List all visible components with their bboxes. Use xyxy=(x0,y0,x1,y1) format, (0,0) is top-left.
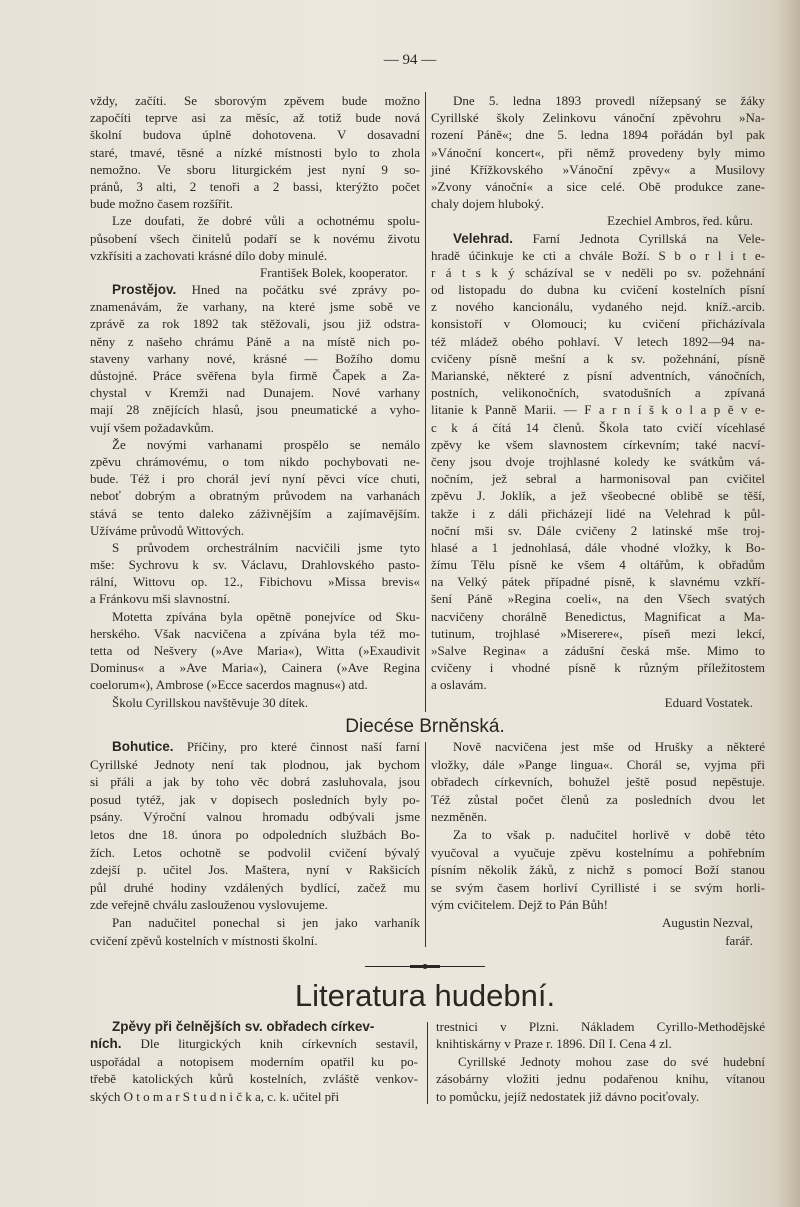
text-line: psány. Výroční valnou hromadu odbývali jsme xyxy=(90,809,420,825)
text-line: Nově nacvičena jest mše od Hrušky a některé xyxy=(453,739,765,754)
text-line: a Fránkovu mši slavnostní. xyxy=(90,591,231,607)
text-line: litanie k Panně Marii. — F a r n í š k o l a p ě v e- xyxy=(431,402,765,418)
run-in-heading: Velehrad. xyxy=(453,230,514,246)
text-line: hradě účinkuje ke cti a chvále Boží. S b o r l i t e- xyxy=(431,247,765,263)
column-brno-left xyxy=(90,738,420,949)
text-line: Též zůstal počet členů za posledních dvou let xyxy=(431,791,765,807)
text-line: Dominus« a »Ave Maria«), Cainera (»Ave Regina xyxy=(90,660,420,676)
text-line: Cyrillské školy Zelinkovu vánoční zpěvohru »Na- xyxy=(431,110,765,126)
text-line xyxy=(431,230,765,247)
text-line: zpěvu J. Joklík, a jež všeobecné oblibě se těší, xyxy=(431,488,765,504)
text-line: rální, Wittovu op. 12., Fibichovu »Missa brevis« xyxy=(90,574,420,590)
signature-line: František Bolek, kooperator. xyxy=(259,264,408,280)
signature-line: farář. xyxy=(725,932,753,948)
text-line: žímu Tělu písně ke všem 4 oltářům, k obřadům xyxy=(431,557,765,573)
text-line: Lze doufati, že dobré vůli a ochotnému spolu- xyxy=(112,213,420,229)
text-line: obřadech církevních, bohužel ještě posud nepěstuje. xyxy=(431,774,765,790)
signature-line: Ezechiel Ambros, řed. kůru. xyxy=(607,213,753,229)
text-line: jiné Křížkovského »Vánoční zpěvy« a Musilovy xyxy=(431,161,765,177)
text-line: Dne 5. ledna 1893 provedl nížepsaný se žáky xyxy=(453,93,765,108)
text-line: »Salve Regina« a zádušní česká mše. Mimo to xyxy=(431,643,765,658)
text-line: Pan nadučitel ponechal si jen jako varhaník xyxy=(112,914,420,930)
text-line: r á t s k ý scházíval se v neděli po sv. požehnání xyxy=(431,264,765,280)
text-line: chystal v Kremži nad Dunajem. Nové varhany xyxy=(90,385,420,401)
text-line: knihtiskárny v Praze r. 1896. Díl I. Cena 4 zl. xyxy=(436,1036,672,1052)
signature-line: Augustin Nezval, xyxy=(662,914,753,930)
text-line: zásobárny vložiti jednu podařenou knihu, vítanou xyxy=(436,1071,765,1087)
text-line: herského. Však nacvičena a zpívána byla též mo- xyxy=(90,625,420,641)
text-line: z nového kancionálu, vydaného nejd. kníž.-arcib. xyxy=(431,299,765,315)
text-line: rození Páně«; dne 5. ledna 1894 pořádán byl pak xyxy=(431,127,765,143)
text-line: započíti teprve asi za měsíc, až totiž bude nová xyxy=(90,110,420,126)
text-line: nacvičeny chorálně Benedictus, Magnificat a Ma- xyxy=(431,608,765,624)
text-line: c k á čítá 14 členů. Škola tato cvičí vícehlasé xyxy=(431,419,765,435)
text-line: noční mši sv. Dále cvičeny 2 latinské mše troj- xyxy=(431,522,765,538)
text-line: mše: Sychrovu k sv. Václavu, Drahlovského pasto- xyxy=(90,557,420,573)
text-line: tutinum, trojhlasé »Miserere«, píseň mezi lekcí, xyxy=(431,625,765,641)
text-line: Za to však p. nadučitel horlivě v době této xyxy=(453,826,765,842)
text-line: Že novými varhanami prospělo se nemálo xyxy=(112,436,420,452)
text-line xyxy=(90,1035,418,1052)
text-line: zpěvy ke všem slavnostem církevním; také nacví- xyxy=(431,436,765,452)
text-line: coelorum«), Ambrose (»Ecce sacerdos magnus«) atd. xyxy=(90,677,368,693)
text-line: bude. Též i pro chorál jeví nyní pěvci více chuti, xyxy=(90,471,420,487)
text-line: posud tytéž, jak v dopisech posledních byly po- xyxy=(90,791,420,807)
column-top-right xyxy=(431,92,765,711)
text-line: zde veřejně chválu zaslouženou vyslovujeme. xyxy=(90,897,328,913)
text-line: vují všem požadavkům. xyxy=(90,419,214,435)
text-line: trestnici v Plzni. Nákladem Cyrillo-Methodějské xyxy=(436,1019,765,1034)
text-line: letos dne 18. února po odpoledních službách Bo- xyxy=(90,826,420,842)
text-line: vým cvičitelem. Dejž to Pán Bůh! xyxy=(431,897,608,913)
text-line: zdejší p. učitel Jos. Maštera, nyní v Rakšicích xyxy=(90,862,420,878)
text-line: nočním, jež sebral a harmonisoval pan cvičitel xyxy=(431,471,765,487)
run-in-heading: Bohutice. xyxy=(112,739,174,754)
text-line: cvičeny písně mešní a k sv. požehnání, písně xyxy=(431,350,765,366)
ornament-divider xyxy=(365,964,485,969)
page-number: — 94 — xyxy=(383,52,437,68)
text-line: »Vánoční koncert«, při němž provedeny byly mimo xyxy=(431,144,765,160)
text-line: stává se tento daleko záživnějším a zajímavějším. xyxy=(90,505,420,521)
text-line: znamenávám, že varhany, na které jsme sobě ve xyxy=(90,299,420,315)
text-line: na Velký pátek případné písně, k slavnému vzkří- xyxy=(431,574,765,590)
text-line: žích. Letos ochotně se podvolil cvičení bývalý xyxy=(90,844,420,860)
text-line: vždy, začíti. Se sborovým zpěvem bude možno xyxy=(90,93,420,108)
column-literature-right xyxy=(436,1018,765,1105)
text-line: něny z našeho chrámu Páně a na místě nich po- xyxy=(90,333,420,349)
text-line: mají 28 znějících hlasů, jsou pneumatické a vyho- xyxy=(90,402,420,418)
column-literature-left xyxy=(90,1018,418,1105)
text-line: tetta od Nešvery (»Ave Maria«), Witta (»Exaudivit xyxy=(90,643,420,658)
text-line: ských O t o m a r S t u d n i č k a, c. k. učitel při xyxy=(90,1088,340,1104)
text-line: Školu Cyrillskou navštěvuje 30 dítek. xyxy=(112,694,309,710)
text-line: šení Páně »Regina coeli«, na den Všech svatých xyxy=(431,591,765,607)
text-line: působení všech činitelů podaří se k novému životu xyxy=(90,230,420,246)
text-run: Farní Jednota Cyrillská na Vele- xyxy=(513,230,765,246)
column-divider xyxy=(425,92,426,712)
text-line: staré, tmavé, těsné a nízké místnosti bylo to zhola xyxy=(90,144,420,160)
text-line: hlasé a 1 jednohlasá, dále vhodné vložky, k Bo- xyxy=(431,539,765,555)
text-line: »Zvony vánoční« a sice celé. Obě produkce zane- xyxy=(431,178,765,194)
text-line: cvičeny i vhodné písně k různým příležitostem xyxy=(431,660,765,676)
text-line: si přáli a jak by toho věc dobrá zasluhovala, jsou xyxy=(90,774,420,790)
text-line: chaly dojem hluboký. xyxy=(431,196,545,212)
column-divider xyxy=(425,742,426,947)
text-line: vzkřísiti a zachovati krásné dílo doby minulé. xyxy=(90,247,328,263)
text-line: čeny jsou dvoje trojhlasné koledy ke svátkům vá- xyxy=(431,453,765,469)
text-line xyxy=(90,281,420,298)
section-heading-diecese-brnenska: Diecése Brněnská. xyxy=(345,716,505,737)
text-line: neboť dobrým a obratným průvodem na varhanách xyxy=(90,488,420,504)
run-in-heading: Zpěvy při čelnějších sv. obřadech církev- xyxy=(112,1019,375,1034)
text-line: zprávě za rok 1892 tak stěžovali, jsou již odstra- xyxy=(90,316,420,332)
column-divider xyxy=(427,1022,428,1104)
text-line: nemožno. Ve sboru liturgickém jest nyní 9 so- xyxy=(90,161,420,177)
section-heading-literatura-hudebni: Literatura hudební. xyxy=(294,978,556,1013)
text-line: S průvodem orchestrálním nacvičili jsme tyto xyxy=(112,539,420,555)
signature-line: Eduard Vostatek. xyxy=(664,694,753,710)
text-line: Cyrillské Jednoty není tak plodnou, jak bychom xyxy=(90,756,420,772)
text-line: Marianské, některé z písní adventních, vánočních, xyxy=(431,368,765,383)
text-line: cvičení zpěvů kostelních v místnosti školní. xyxy=(90,932,318,948)
column-top-left xyxy=(90,92,420,711)
text-line: staveny varhany nové, krásné — Božího domu xyxy=(90,350,420,366)
text-line: takže i z dáli přicházejí lidé na Velehrad k půl- xyxy=(431,505,765,521)
text-line: vložky, dále »Pange lingua«. Chorál se, vyjma při xyxy=(431,756,765,772)
text-line xyxy=(90,738,420,756)
text-line: uspořádal a notopisem moderním opatřil ku po- xyxy=(90,1053,418,1069)
text-line: konsistoří v Olomouci; ku cvičení přicházívala xyxy=(431,316,765,332)
text-line: bude možno časem rozšířit. xyxy=(90,196,233,212)
text-line: se svým časem horliví Cyrillisté i se svým horli- xyxy=(431,879,765,895)
run-in-heading: Prostějov. xyxy=(112,282,177,298)
text-line: vyučoval a vyučuje zpěvu kostelnímu a pohřebním xyxy=(431,844,765,860)
text-line: písním několik žáků, z nichž s pomocí Boží stanou xyxy=(431,862,765,878)
text-line: třebě katolických kůrů kostelních, zvláště venkov- xyxy=(90,1071,418,1087)
text-line: též mládež obého pohlaví. V letech 1892—94 na- xyxy=(431,333,765,349)
text-line: od listopadu do dubna ku cvičení kostelních písní xyxy=(431,282,765,298)
text-line: Užíváme průvodů Wittových. xyxy=(90,522,245,538)
text-run: Dle liturgických knih církevních sestavil, xyxy=(121,1036,418,1052)
text-line: půl druhé hodiny vzdálených bydlící, začež mu xyxy=(90,879,420,895)
text-line: nezměněn. xyxy=(431,809,487,825)
text-line: zpěvu chrámovému, o tom nikdo pochybovati ne- xyxy=(90,453,420,469)
text-line: školní budova úplně dohotovena. V dosavadní xyxy=(90,127,420,143)
text-line xyxy=(90,1018,418,1035)
column-brno-right xyxy=(431,738,765,949)
text-line: Motetta zpívána byla opětně ponejvíce od Sku- xyxy=(112,608,420,624)
text-line: postních, velikonočních, svatodušních a zpívaná xyxy=(431,385,765,401)
text-line: pránů, 3 alti, 2 tenoři a 2 bassi, kterýžto počet xyxy=(90,178,420,194)
text-run: Příčiny, pro které činnost naší farní xyxy=(173,739,420,754)
text-run: Hned na počátku své zprávy po- xyxy=(176,282,420,298)
text-line: důstojné. Práce svěřena byla firmě Čapek a Za- xyxy=(90,368,420,383)
text-line: a oslavám. xyxy=(431,677,487,693)
text-line: to pomůcku, jejíž nedostatek již dávno pociťovaly. xyxy=(436,1088,700,1104)
run-in-heading: ních. xyxy=(90,1036,122,1052)
text-line: Cyrillské Jednoty mohou zase do své hudební xyxy=(458,1053,765,1069)
